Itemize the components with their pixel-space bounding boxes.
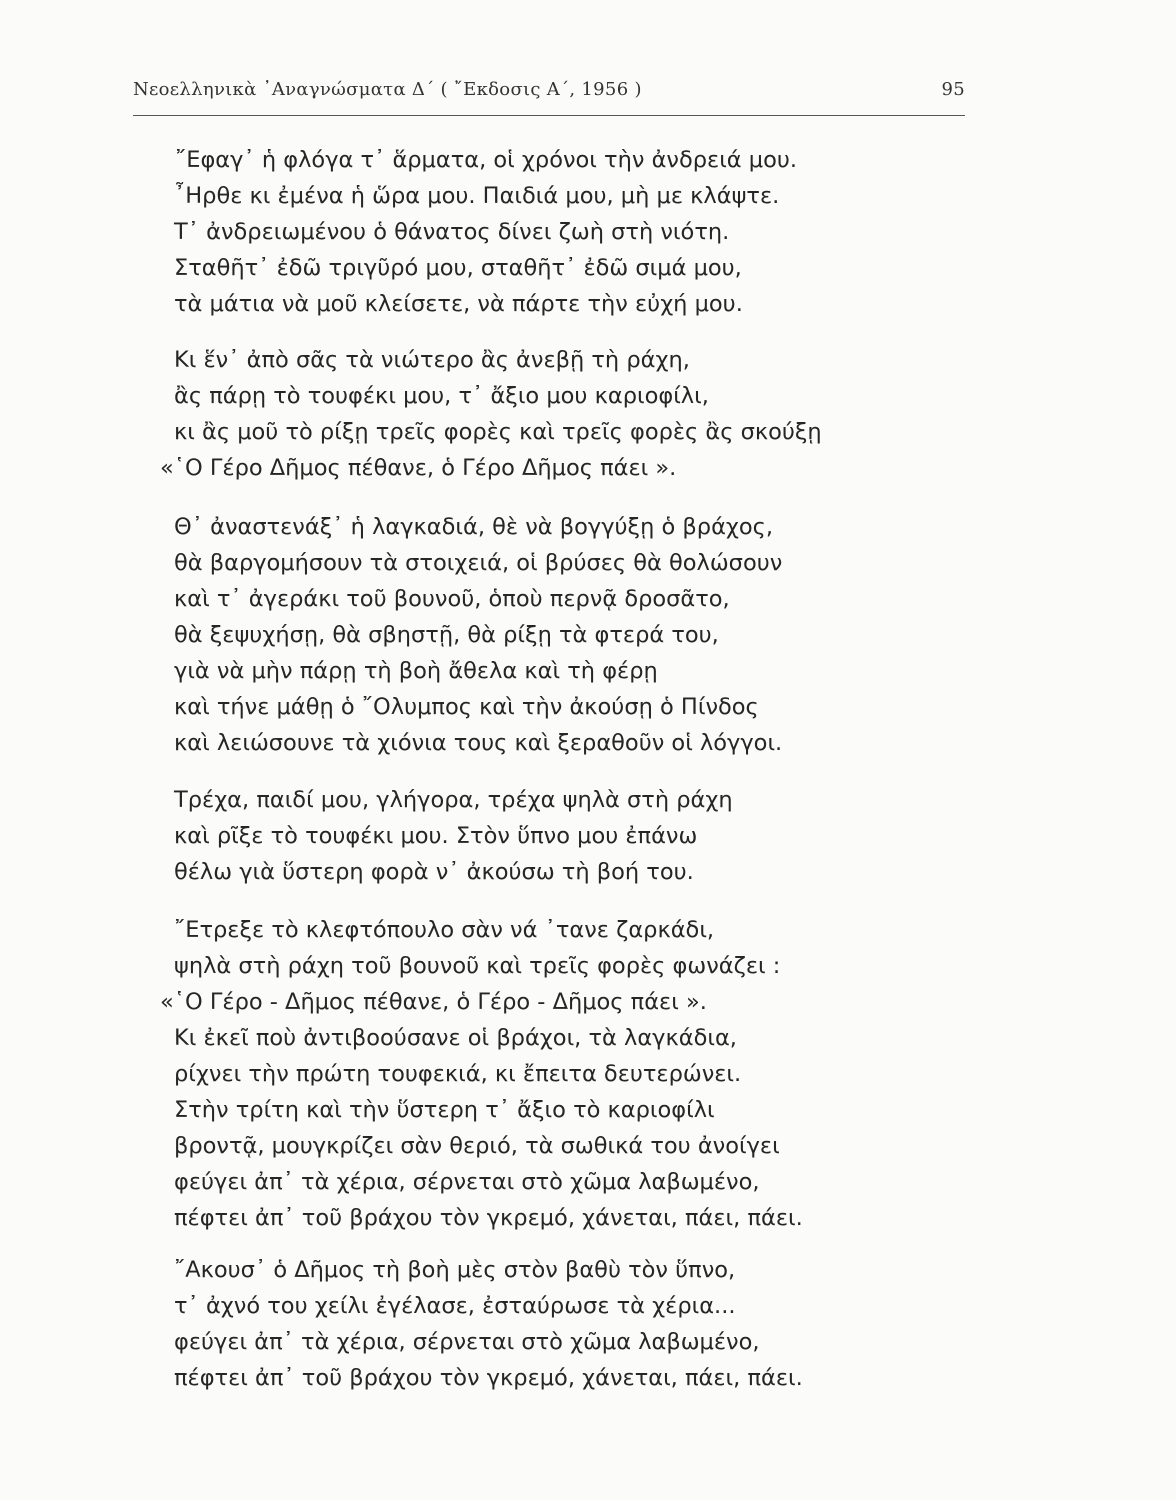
poem-line: καὶ τήνε μάθῃ ὁ ῎Ολυμπος καὶ τὴν ἀκούσῃ ὁ Πίνδος <box>174 694 759 720</box>
poem-line: «῾Ο Γέρο Δῆμος πέθανε, ὁ Γέρο Δῆμος πάει ». <box>160 455 677 481</box>
poem-line: πέφτει ἀπ᾽ τοῦ βράχου τὸν γκρεμό, χάνεται, πάει, πάει. <box>174 1205 803 1231</box>
poem-line: τὰ μάτια νὰ μοῦ κλείσετε, νὰ πάρτε τὴν εὐχή μου. <box>174 291 743 317</box>
poem-line: καὶ λειώσουνε τὰ χιόνια τους καὶ ξεραθοῦν οἱ λόγγοι. <box>174 730 783 756</box>
poem-line: ἂς πάρῃ τὸ τουφέκι μου, τ᾽ ἄξιο μου καριοφίλι, <box>174 383 709 409</box>
poem-line: Σταθῆτ᾽ ἐδῶ τριγῦρό μου, σταθῆτ᾽ ἐδῶ σιμά μου, <box>174 255 742 281</box>
poem-line: γιὰ νὰ μὴν πάρῃ τὴ βοὴ ἄθελα καὶ τὴ φέρῃ <box>174 658 658 684</box>
poem-line: Θ᾽ ἀναστενάξ᾽ ἡ λαγκαδιά, θὲ νὰ βογγύξῃ ὁ βράχος, <box>174 514 774 540</box>
poem-line: Κι ἐκεῖ ποὺ ἀντιβοούσανε οἱ βράχοι, τὰ λαγκάδια, <box>174 1025 737 1051</box>
poem-line: Τ᾽ ἀνδρειωμένου ὁ θάνατος δίνει ζωὴ στὴ νιότη. <box>174 219 730 245</box>
poem-line: ῎Ετρεξε τὸ κλεφτόπουλο σὰν νά ᾽τανε ζαρκάδι, <box>174 917 715 943</box>
running-title: Νεοελληνικὰ ᾽Αναγνώσματα Δ΄ ( ῎Εκδοσις Α΄, 1956 ) <box>133 79 642 100</box>
poem-line: θὰ βαργομήσουν τὰ στοιχειά, οἱ βρύσες θὰ θολώσουν <box>174 550 783 576</box>
poem-line: καὶ ρῖξε τὸ τουφέκι μου. Στὸν ὕπνο μου ἐπάνω <box>174 823 698 849</box>
poem-line: πέφτει ἀπ᾽ τοῦ βράχου τὸν γκρεμό, χάνεται, πάει, πάει. <box>174 1365 803 1391</box>
poem-line: φεύγει ἀπ᾽ τὰ χέρια, σέρνεται στὸ χῶμα λαβωμένο, <box>174 1169 760 1195</box>
page-number: 95 <box>941 79 965 100</box>
poem-line: Στὴν τρίτη καὶ τὴν ὕστερη τ᾽ ἄξιο τὸ καριοφίλι <box>174 1097 715 1123</box>
poem-line: θὰ ξεψυχήσῃ, θὰ σβηστῇ, θὰ ρίξῃ τὰ φτερά του, <box>174 622 719 648</box>
poem-line: φεύγει ἀπ᾽ τὰ χέρια, σέρνεται στὸ χῶμα λαβωμένο, <box>174 1329 760 1355</box>
poem-line: καὶ τ᾽ ἀγεράκι τοῦ βουνοῦ, ὁποὺ περνᾷ δροσᾶτο, <box>174 586 730 612</box>
poem-line: ῎Εφαγ᾽ ἡ φλόγα τ᾽ ἅρματα, οἱ χρόνοι τὴν ἀνδρειά μου. <box>175 147 798 173</box>
poem-line: ῎Ακουσ᾽ ὁ Δῆμος τὴ βοὴ μὲς στὸν βαθὺ τὸν ὕπνο, <box>174 1257 736 1283</box>
poem-line: ῏Ηρθε κι ἐμένα ἡ ὥρα μου. Παιδιά μου, μὴ με κλάψτε. <box>174 183 780 209</box>
poem-line: Τρέχα, παιδί μου, γλήγορα, τρέχα ψηλὰ στὴ ράχη <box>174 787 733 813</box>
poem-line: ρίχνει τὴν πρώτη τουφεκιά, κι ἔπειτα δευτερώνει. <box>174 1061 742 1087</box>
poem-line: «῾Ο Γέρο - Δῆμος πέθανε, ὁ Γέρο - Δῆμος πάει ». <box>160 989 707 1015</box>
poem-line: τ᾽ ἀχνό του χείλι ἐγέλασε, ἐσταύρωσε τὰ χέρια... <box>174 1293 736 1319</box>
poem-line: θέλω γιὰ ὕστερη φορὰ ν᾽ ἀκούσω τὴ βοή του. <box>174 859 694 885</box>
poem-line: Κι ἕν᾽ ἀπὸ σᾶς τὰ νιώτερο ἂς ἀνεβῇ τὴ ράχη, <box>174 347 690 373</box>
poem-line: κι ἂς μοῦ τὸ ρίξῃ τρεῖς φορὲς καὶ τρεῖς φορὲς ἂς σκούξῃ <box>174 419 822 445</box>
poem-line: ψηλὰ στὴ ράχη τοῦ βουνοῦ καὶ τρεῖς φορὲς φωνάζει : <box>174 953 781 979</box>
poem-line: βροντᾷ, μουγκρίζει σὰν θεριό, τὰ σωθικά του ἀνοίγει <box>174 1133 780 1159</box>
